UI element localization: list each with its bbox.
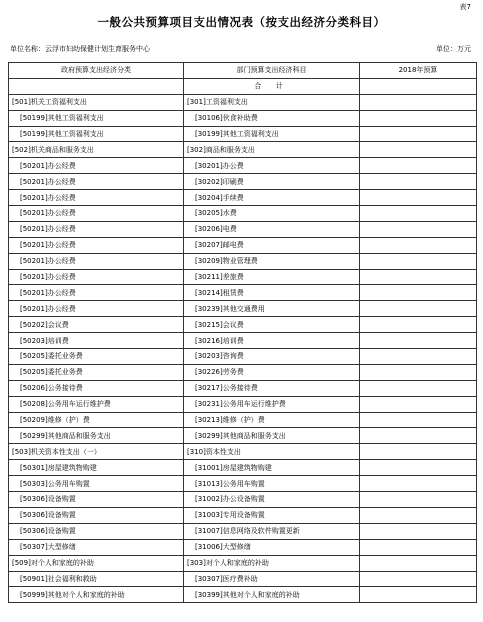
table-row: [9, 142, 477, 158]
gov-classification-cell: [50201]办公经费: [9, 206, 184, 222]
gov-classification-cell: [502]机关商品和服务支出: [9, 142, 184, 158]
gov-classification-cell: [50208]公务用车运行维护费: [9, 396, 184, 412]
dept-classification-cell: [302]商品和服务支出: [184, 142, 360, 158]
table-row: [9, 158, 477, 174]
table-row: [9, 380, 477, 396]
budget-value-cell: [360, 492, 477, 508]
dept-classification-cell: [30213]维修（护）费: [184, 412, 360, 428]
table-row: [9, 94, 477, 110]
dept-classification-cell: [30399]其他对个人和家庭的补助: [184, 587, 360, 603]
budget-value-cell: [360, 412, 477, 428]
gov-classification-cell: [50303]公务用车购置: [9, 476, 184, 492]
table-row: [9, 237, 477, 253]
budget-value-cell: [360, 333, 477, 349]
budget-value-cell: [360, 94, 477, 110]
table-row: [9, 317, 477, 333]
budget-value-cell: [360, 476, 477, 492]
budget-value-cell: [360, 158, 477, 174]
header-gov-classification: 政府预算支出经济分类: [9, 63, 184, 79]
budget-value-cell: [360, 555, 477, 571]
header-row: [9, 63, 477, 79]
budget-value-cell: [360, 190, 477, 206]
table-row: [9, 364, 477, 380]
dept-classification-cell: [30207]邮电费: [184, 237, 360, 253]
budget-value-cell: [360, 301, 477, 317]
table-row: [9, 126, 477, 142]
unit-name: 单位名称：云浮市妇幼保健计划生育服务中心: [10, 45, 150, 53]
gov-classification-cell: [50201]办公经费: [9, 253, 184, 269]
budget-value-cell: [360, 253, 477, 269]
gov-classification-cell: [50209]维修（护）费: [9, 412, 184, 428]
gov-classification-cell: [50201]办公经费: [9, 237, 184, 253]
dept-classification-cell: [30216]培训费: [184, 333, 360, 349]
table-row: [9, 587, 477, 603]
gov-classification-cell: [50301]房屋建筑物购建: [9, 460, 184, 476]
dept-classification-cell: [31006]大型修缮: [184, 539, 360, 555]
gov-classification-cell: [50299]其他商品和服务支出: [9, 428, 184, 444]
dept-classification-cell: [31001]房屋建筑物购建: [184, 460, 360, 476]
gov-classification-cell: [50205]委托业务费: [9, 349, 184, 365]
budget-value-cell: [360, 460, 477, 476]
dept-classification-cell: [30201]办公费: [184, 158, 360, 174]
budget-value-cell: [360, 349, 477, 365]
budget-value-cell: [360, 317, 477, 333]
dept-classification-cell: [30106]伙食补助费: [184, 110, 360, 126]
gov-classification-cell: [50202]会议费: [9, 317, 184, 333]
table-row: [9, 412, 477, 428]
table-row: [9, 571, 477, 587]
budget-value-cell: [360, 174, 477, 190]
budget-value-cell: [360, 126, 477, 142]
table-row: [9, 555, 477, 571]
gov-classification-cell: [50201]办公经费: [9, 285, 184, 301]
table-number: 表7: [459, 3, 471, 11]
dept-classification-cell: [31013]公务用车购置: [184, 476, 360, 492]
gov-classification-cell: [50306]设备购置: [9, 523, 184, 539]
dept-classification-cell: [30239]其他交通费用: [184, 301, 360, 317]
table-row: [9, 174, 477, 190]
gov-classification-cell: [50201]办公经费: [9, 158, 184, 174]
table-row: [9, 190, 477, 206]
gov-classification-cell: [509]对个人和家庭的补助: [9, 555, 184, 571]
table-row: [9, 206, 477, 222]
gov-classification-cell: [503]机关资本性支出（一）: [9, 444, 184, 460]
gov-classification-cell: [50306]设备购置: [9, 507, 184, 523]
budget-value-cell: [360, 285, 477, 301]
table-row: [9, 221, 477, 237]
gov-classification-cell: [50206]公务接待费: [9, 380, 184, 396]
gov-classification-cell: [50306]设备购置: [9, 492, 184, 508]
table-row: [9, 539, 477, 555]
budget-value-cell: [360, 110, 477, 126]
budget-value-cell: [360, 142, 477, 158]
dept-classification-cell: [30226]劳务费: [184, 364, 360, 380]
table-row: [9, 285, 477, 301]
dept-classification-cell: [30307]医疗费补助: [184, 571, 360, 587]
table-row: [9, 523, 477, 539]
budget-value-cell: [360, 428, 477, 444]
budget-value-cell: [360, 571, 477, 587]
budget-value-cell: [360, 396, 477, 412]
budget-value-cell: [360, 269, 477, 285]
table-row: [9, 444, 477, 460]
dept-classification-cell: [30231]公务用车运行维护费: [184, 396, 360, 412]
page-title: 一般公共预算项目支出情况表（按支出经济分类科目）: [97, 15, 386, 29]
dept-classification-cell: [30203]咨询费: [184, 349, 360, 365]
table-row: [9, 110, 477, 126]
dept-classification-cell: [30199]其他工资福利支出: [184, 126, 360, 142]
budget-value-cell: [360, 507, 477, 523]
gov-classification-cell: [50201]办公经费: [9, 301, 184, 317]
header-budget-2018: 2018年预算: [360, 63, 477, 79]
gov-classification-cell: [50203]培训费: [9, 333, 184, 349]
budget-value-cell: [360, 206, 477, 222]
table-row: [9, 507, 477, 523]
budget-value-cell: [360, 221, 477, 237]
budget-value-cell: [360, 237, 477, 253]
budget-value-cell: [360, 539, 477, 555]
dept-classification-cell: [30211]差旅费: [184, 269, 360, 285]
expenditure-table: [8, 62, 477, 603]
table-row: [9, 396, 477, 412]
dept-classification-cell: [30299]其他商品和服务支出: [184, 428, 360, 444]
dept-classification-cell: [30215]会议费: [184, 317, 360, 333]
table-row: [9, 333, 477, 349]
table-row: [9, 349, 477, 365]
gov-classification-cell: [50199]其他工资福利支出: [9, 126, 184, 142]
gov-classification-cell: [50201]办公经费: [9, 269, 184, 285]
dept-classification-cell: [310]资本性支出: [184, 444, 360, 460]
dept-classification-cell: [31003]专用设备购置: [184, 507, 360, 523]
gov-classification-cell: [50201]办公经费: [9, 190, 184, 206]
dept-classification-cell: [30217]公务接待费: [184, 380, 360, 396]
gov-classification-cell: [50307]大型修缮: [9, 539, 184, 555]
dept-classification-cell: [303]对个人和家庭的补助: [184, 555, 360, 571]
table-row: [9, 269, 477, 285]
gov-classification-cell: [50901]社会福利和救助: [9, 571, 184, 587]
dept-classification-cell: [30209]物业管理费: [184, 253, 360, 269]
dept-classification-cell: [301]工资福利支出: [184, 94, 360, 110]
total-empty-cell: [9, 78, 184, 94]
dept-classification-cell: [30202]印刷费: [184, 174, 360, 190]
table-row: [9, 253, 477, 269]
gov-classification-cell: [50199]其他工资福利支出: [9, 110, 184, 126]
budget-value-cell: [360, 380, 477, 396]
gov-classification-cell: [50999]其他对个人和家庭的补助: [9, 587, 184, 603]
dept-classification-cell: [30206]电费: [184, 221, 360, 237]
gov-classification-cell: [50205]委托业务费: [9, 364, 184, 380]
total-value-cell: [360, 78, 477, 94]
table-row: [9, 492, 477, 508]
dept-classification-cell: [30205]水费: [184, 206, 360, 222]
budget-value-cell: [360, 444, 477, 460]
total-label: 合 计: [184, 78, 360, 94]
currency-unit: 单位：万元: [436, 45, 471, 53]
budget-value-cell: [360, 523, 477, 539]
dept-classification-cell: [30214]租赁费: [184, 285, 360, 301]
total-row: [9, 78, 477, 94]
header-dept-classification: 部门预算支出经济科目: [184, 63, 360, 79]
dept-classification-cell: [30204]手续费: [184, 190, 360, 206]
budget-value-cell: [360, 364, 477, 380]
table-row: [9, 476, 477, 492]
budget-value-cell: [360, 587, 477, 603]
table-row: [9, 301, 477, 317]
dept-classification-cell: [31002]办公设备购置: [184, 492, 360, 508]
gov-classification-cell: [50201]办公经费: [9, 174, 184, 190]
gov-classification-cell: [50201]办公经费: [9, 221, 184, 237]
dept-classification-cell: [31007]信息网络及软件购置更新: [184, 523, 360, 539]
table-row: [9, 428, 477, 444]
table-row: [9, 460, 477, 476]
gov-classification-cell: [501]机关工资福利支出: [9, 94, 184, 110]
